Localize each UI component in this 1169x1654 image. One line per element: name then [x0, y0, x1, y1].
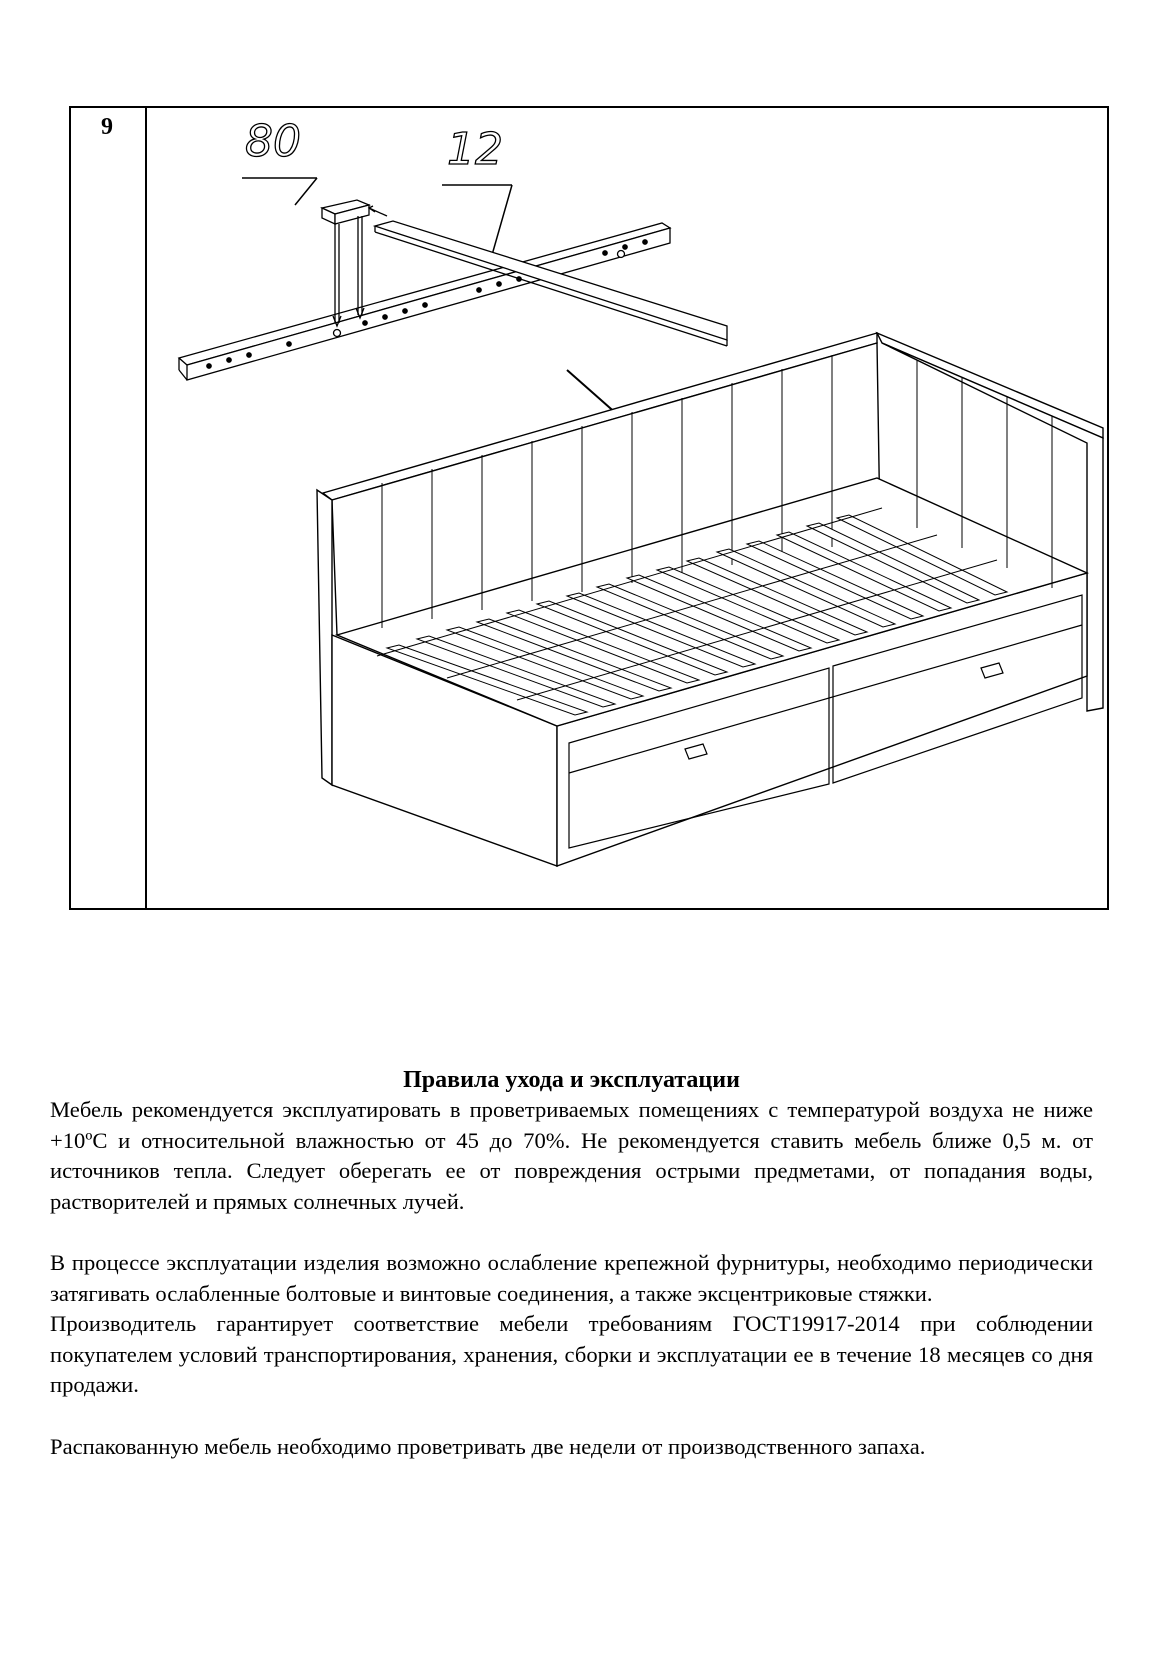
care-paragraph-warranty: Производитель гарантирует соответствие мебели требованиям ГОСТ19917-2014 при соблюдении покупателем условий транспортирования, хранения, сборки и эксплуатации ее в течение 18 месяцев со дня продажи.	[50, 1311, 1093, 1397]
bed-frame-icon	[317, 333, 1103, 866]
callout-12: 12	[447, 124, 503, 175]
callout-80: 80	[245, 116, 301, 167]
assembly-step-frame	[69, 106, 1109, 910]
slat-icon	[375, 221, 727, 346]
care-title: Правила ухода и эксплуатации	[403, 1067, 740, 1093]
step-number-column	[71, 108, 147, 908]
care-paragraph-ventilation: Распакованную мебель необходимо проветривать две недели от производственного запаха.	[50, 1433, 926, 1459]
care-paragraph-conditions: Мебель рекомендуется эксплуатировать в проветриваемых помещениях с температурой воздуха не ниже +10ºС и относительной влажностью от 45 до 70%. Не рекомендуется ставить мебель ближе 0,5 м. от источников тепла. Следует оберегать ее от повреждения острыми предметами, от попадания воды, растворителей и прямых солнечных лучей.	[50, 1097, 1093, 1214]
side-rail	[179, 223, 670, 380]
assembly-diagram	[147, 108, 1109, 908]
care-paragraph-tightening: В процессе эксплуатации изделия возможно ослабление крепежной фурнитуры, необходимо периодически затягивать ослабленные болтовые и винтовые соединения, а также эксцентриковые стяжки.	[50, 1250, 1093, 1306]
callout-leaders	[242, 178, 512, 255]
step-number: 9	[101, 114, 113, 140]
care-instructions	[50, 1065, 1093, 1462]
